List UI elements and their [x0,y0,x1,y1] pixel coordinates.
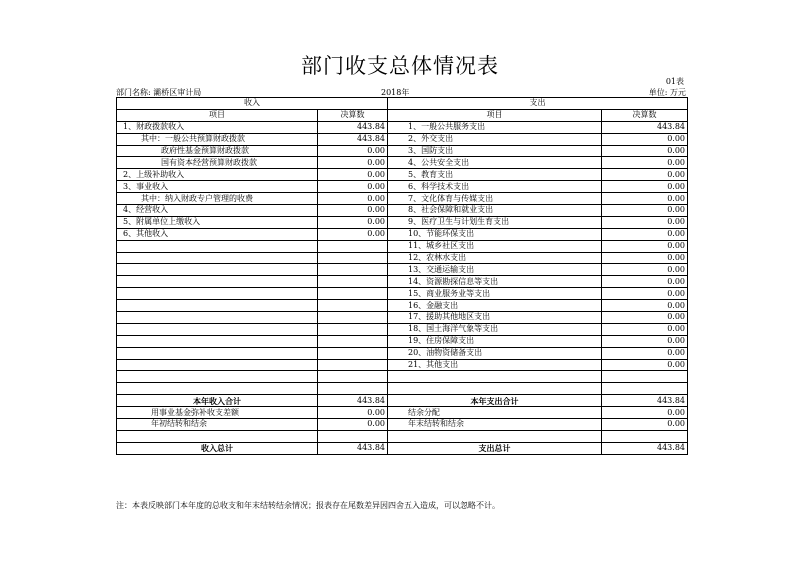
expense-item: 4、公共安全支出 [388,157,602,169]
table-row [117,240,688,252]
table-row [117,300,688,312]
income-adjust-amount: 0.00 [318,407,388,419]
income-amount [318,252,388,264]
expense-amount: 0.00 [602,228,688,240]
expense-amount: 443.84 [602,121,688,133]
table-row [117,276,688,288]
expense-amount: 0.00 [602,216,688,228]
expense-item: 1、一般公共服务支出 [388,121,602,133]
expense-item: 11、城乡社区支出 [388,240,602,252]
table-row [117,228,688,240]
income-item [117,300,318,312]
expense-item: 12、农林水支出 [388,252,602,264]
expense-item: 19、住房保障支出 [388,335,602,347]
expense-amount: 0.00 [602,252,688,264]
expense-amount: 0.00 [602,312,688,324]
table-row [117,193,688,205]
expense-amount: 0.00 [602,157,688,169]
table-row [117,323,688,335]
expense-item: 7、文化体育与传媒支出 [388,193,602,205]
expense-amount: 0.00 [602,347,688,359]
expense-item: 14、资源勘探信息等支出 [388,276,602,288]
income-adjust-item: 年初结转和结余 [117,419,318,431]
income-item [117,288,318,300]
expense-amount: 0.00 [602,181,688,193]
income-amount [318,359,388,371]
income-amount: 0.00 [318,228,388,240]
table-row [117,383,688,395]
income-amount: 443.84 [318,133,388,145]
department-name: 部门名称: 灞桥区审计局 [116,88,202,97]
income-amount: 0.00 [318,157,388,169]
income-amount [318,240,388,252]
expense-amount [602,371,688,383]
expense-amount: 0.00 [602,335,688,347]
income-amount: 0.00 [318,181,388,193]
expense-item: 16、金融支出 [388,300,602,312]
expense-amount: 0.00 [602,240,688,252]
expense-item: 2、外交支出 [388,133,602,145]
blank-cell [602,430,688,442]
budget-table-body [117,98,688,455]
table-row [117,371,688,383]
expense-subtotal-label: 本年支出合计 [388,395,602,407]
income-amount [318,300,388,312]
meta-row [116,87,686,97]
column-header-row [117,109,688,121]
income-amount: 0.00 [318,205,388,217]
expense-item: 6、科学技术支出 [388,181,602,193]
expense-adjust-item: 年末结转和结余 [388,419,602,431]
income-item [117,347,318,359]
expense-item: 5、教育支出 [388,169,602,181]
expense-item: 8、社会保障和就业支出 [388,205,602,217]
income-item: 5、附属单位上缴收入 [117,216,318,228]
report-year: 2018年 [381,88,410,97]
income-amount [318,312,388,324]
table-row [117,133,688,145]
income-amount-header: 决算数 [318,109,388,121]
blank-cell [117,430,318,442]
budget-table [116,97,688,455]
table-row [117,157,688,169]
expense-adjust-amount: 0.00 [602,419,688,431]
form-number: 01表 [665,77,684,86]
expense-item: 21、其他支出 [388,359,602,371]
income-amount [318,288,388,300]
income-item: 国有资本经营预算财政拨款 [117,157,318,169]
income-amount [318,371,388,383]
expense-item: 10、节能环保支出 [388,228,602,240]
page-title: 部门收支总体情况表 [301,54,499,78]
expense-item [388,383,602,395]
table-row [117,335,688,347]
expense-amount: 0.00 [602,193,688,205]
table-row [117,169,688,181]
expense-amount: 0.00 [602,145,688,157]
income-adjust-amount: 0.00 [318,419,388,431]
table-row [117,288,688,300]
expense-amount: 0.00 [602,264,688,276]
expense-item: 17、援助其他地区支出 [388,312,602,324]
table-row [117,216,688,228]
expense-amount: 0.00 [602,169,688,181]
income-item [117,335,318,347]
expense-amount: 0.00 [602,205,688,217]
expense-item-header: 项目 [388,109,602,121]
income-item [117,371,318,383]
expense-item: 15、商业服务业等支出 [388,288,602,300]
expense-amount [602,383,688,395]
income-amount [318,276,388,288]
subtotal-row [117,395,688,407]
expense-item: 3、国防支出 [388,145,602,157]
income-item: 2、上级补助收入 [117,169,318,181]
expense-amount: 0.00 [602,359,688,371]
income-item: 4、经营收入 [117,205,318,217]
income-item [117,264,318,276]
expense-amount: 0.00 [602,323,688,335]
table-row [117,145,688,157]
table-row [117,264,688,276]
income-subtotal-amount: 443.84 [318,395,388,407]
blank-cell [388,430,602,442]
income-item [117,323,318,335]
income-item: 其中：纳入财政专户管理的收费 [117,193,318,205]
table-row [117,121,688,133]
income-item [117,276,318,288]
table-row [117,312,688,324]
income-adjust-item: 用事业基金弥补收支差额 [117,407,318,419]
table-row [117,252,688,264]
expense-amount: 0.00 [602,276,688,288]
income-amount [318,335,388,347]
unit-label: 单位: 万元 [648,88,686,97]
table-row [117,359,688,371]
table-row [117,181,688,193]
income-amount [318,347,388,359]
income-amount: 0.00 [318,145,388,157]
expense-amount: 0.00 [602,288,688,300]
expense-adjust-item: 结余分配 [388,407,602,419]
blank-cell [318,430,388,442]
expense-subtotal-amount: 443.84 [602,395,688,407]
expense-item: 20、油物资储备支出 [388,347,602,359]
income-item [117,312,318,324]
income-section-header: 收入 [117,98,388,110]
expense-section-header: 支出 [388,98,688,110]
income-item [117,359,318,371]
income-item: 政府性基金预算财政拨款 [117,145,318,157]
adjustment-row [117,419,688,431]
expense-item: 9、医疗卫生与计划生育支出 [388,216,602,228]
expense-item: 18、国土海洋气象等支出 [388,323,602,335]
income-item: 3、事业收入 [117,181,318,193]
expense-item [388,371,602,383]
income-item [117,383,318,395]
income-amount: 0.00 [318,193,388,205]
total-row [117,442,688,454]
expense-adjust-amount: 0.00 [602,407,688,419]
income-total-amount: 443.84 [318,442,388,454]
income-total-label: 收入总计 [117,442,318,454]
expense-amount: 0.00 [602,133,688,145]
income-amount [318,323,388,335]
section-header-row [117,98,688,110]
adjustment-row [117,407,688,419]
income-item: 6、其他收入 [117,228,318,240]
income-item [117,252,318,264]
expense-amount-header: 决算数 [602,109,688,121]
income-amount [318,264,388,276]
expense-total-label: 支出总计 [388,442,602,454]
expense-amount: 0.00 [602,300,688,312]
income-amount: 443.84 [318,121,388,133]
expense-total-amount: 443.84 [602,442,688,454]
table-row [117,205,688,217]
income-amount: 0.00 [318,216,388,228]
income-item [117,240,318,252]
income-amount: 0.00 [318,169,388,181]
blank-row [117,430,688,442]
expense-item: 13、交通运输支出 [388,264,602,276]
income-amount [318,383,388,395]
table-row [117,347,688,359]
income-item: 1、财政拨款收入 [117,121,318,133]
footnote: 注：本表反映部门本年度的总收支和年末结转结余情况；报表存在尾数差异因四舍五入造成，可以忽略不计。 [116,501,500,510]
income-item: 其中：一般公共预算财政拨款 [117,133,318,145]
income-item-header: 项目 [117,109,318,121]
income-subtotal-label: 本年收入合计 [117,395,318,407]
